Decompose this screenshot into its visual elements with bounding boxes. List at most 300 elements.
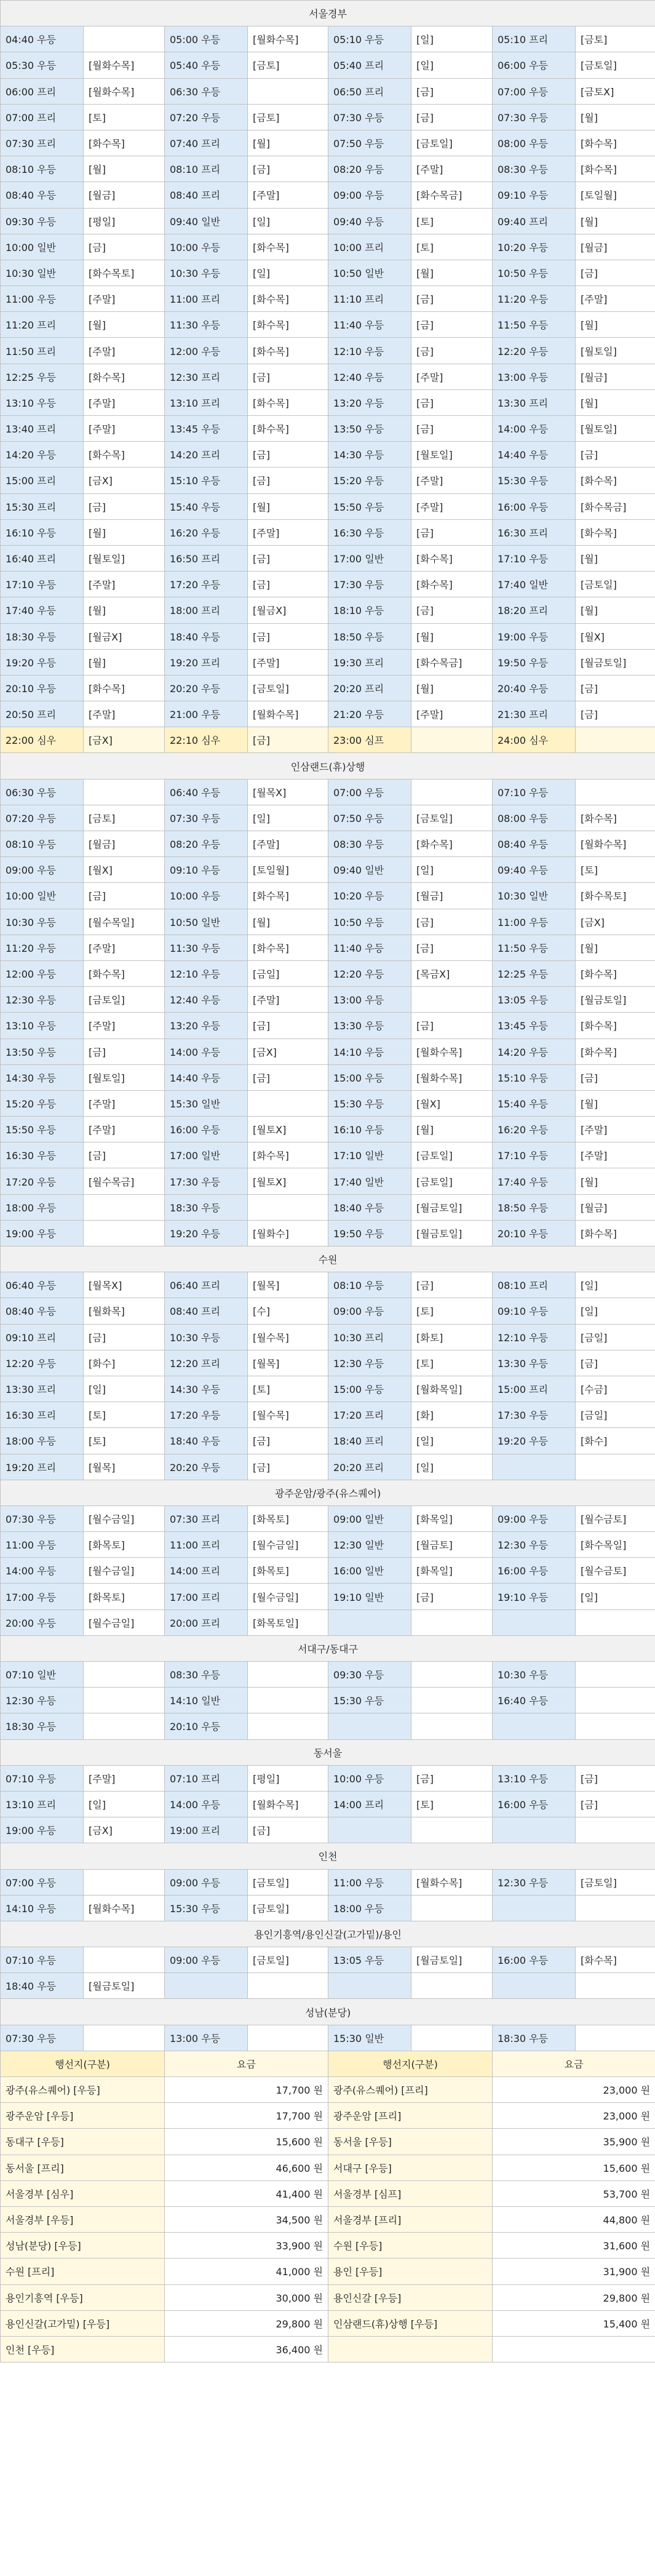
departure-time: 19:10 우등 <box>493 1584 576 1609</box>
section-title: 동서울 <box>1 1739 655 1765</box>
operating-days: [월토X] <box>248 1117 328 1142</box>
operating-days: [일] <box>576 1584 655 1609</box>
fare-destination-header: 행선지(구분) <box>328 2051 493 2076</box>
departure-time: 17:10 우등 <box>1 572 84 597</box>
operating-days: [금] <box>411 338 493 364</box>
timetable-row <box>1 1428 655 1454</box>
operating-days: [월화수목] <box>576 831 655 857</box>
departure-time: 15:30 우등 <box>165 1895 248 1921</box>
operating-days: [금토일] <box>248 1895 328 1921</box>
departure-time: 16:00 우등 <box>493 1947 576 1973</box>
departure-time: 15:00 프리 <box>1 468 84 493</box>
timetable-row <box>1 52 655 78</box>
operating-days: [화수] <box>84 1350 165 1376</box>
departure-time: 14:00 우등 <box>165 1039 248 1064</box>
operating-days: [주말] <box>84 1117 165 1142</box>
operating-days: [화수목] <box>576 1220 655 1246</box>
timetable-row <box>1 286 655 312</box>
operating-days: [월금] <box>411 883 493 909</box>
operating-days: [화수목금] <box>411 182 493 208</box>
departure-time: 16:30 프리 <box>493 519 576 545</box>
departure-time: 13:05 우등 <box>493 987 576 1013</box>
operating-days <box>576 2025 655 2051</box>
departure-time: 15:20 우등 <box>1 1090 84 1116</box>
operating-days: [화목토] <box>248 1505 328 1531</box>
timetable-row <box>1 234 655 260</box>
departure-time: 11:20 우등 <box>1 935 84 960</box>
departure-time: 16:30 프리 <box>1 1402 84 1428</box>
operating-days: [금] <box>248 727 328 753</box>
operating-days: [화수목] <box>248 338 328 364</box>
departure-time: 22:10 심우 <box>165 727 248 753</box>
departure-time: 13:30 프리 <box>1 1376 84 1402</box>
operating-days <box>248 2025 328 2051</box>
operating-days <box>576 1609 655 1635</box>
timetable-row <box>1 468 655 493</box>
departure-time: 18:40 우등 <box>1 1973 84 1999</box>
operating-days: [월] <box>576 389 655 415</box>
departure-time: 06:30 우등 <box>1 779 84 805</box>
operating-days: [금토일] <box>411 1142 493 1168</box>
timetable-row <box>1 675 655 701</box>
operating-days: [토] <box>84 1402 165 1428</box>
operating-days: [화수목토] <box>576 883 655 909</box>
section-title: 인천 <box>1 1843 655 1869</box>
departure-time: 19:30 프리 <box>328 649 411 675</box>
operating-days: [월금토] <box>411 1532 493 1558</box>
operating-days: [금] <box>248 1428 328 1454</box>
operating-days: [금] <box>84 883 165 909</box>
departure-time: 14:20 우등 <box>493 1039 576 1064</box>
operating-days: [월] <box>84 156 165 182</box>
operating-days: [월수금토] <box>576 1558 655 1584</box>
departure-time: 15:30 일반 <box>165 1090 248 1116</box>
departure-time: 11:40 우등 <box>328 935 411 960</box>
operating-days: [월금토일] <box>411 1947 493 1973</box>
departure-time: 10:30 우등 <box>1 909 84 935</box>
operating-days: [화수목토] <box>84 260 165 285</box>
timetable-row <box>1 1402 655 1428</box>
departure-time: 05:40 프리 <box>328 52 411 78</box>
operating-days: [금] <box>411 519 493 545</box>
operating-days: [주말] <box>84 338 165 364</box>
departure-time: 09:30 우등 <box>328 1662 411 1688</box>
operating-days <box>411 1713 493 1739</box>
operating-days: [토] <box>411 1791 493 1817</box>
operating-days: [화수목] <box>248 312 328 338</box>
operating-days: [화수목] <box>576 156 655 182</box>
operating-days <box>248 1090 328 1116</box>
departure-time: 07:30 우등 <box>1 1505 84 1531</box>
fare-destination: 용인기흥역 [우등] <box>1 2284 165 2310</box>
operating-days: [주말] <box>411 468 493 493</box>
fare-destination: 수원 [우등] <box>328 2233 493 2259</box>
fare-destination: 용인 [우등] <box>328 2259 493 2284</box>
operating-days: [화수목] <box>84 364 165 389</box>
operating-days: [금토일] <box>411 1168 493 1194</box>
timetable-row <box>1 156 655 182</box>
timetable-row <box>1 909 655 935</box>
timetable-row <box>1 805 655 831</box>
fare-row <box>1 2129 655 2155</box>
operating-days: [화수목] <box>576 1013 655 1039</box>
fare-price-header: 요금 <box>165 2051 328 2076</box>
operating-days <box>411 1688 493 1713</box>
departure-time: 20:20 우등 <box>165 675 248 701</box>
departure-time: 10:50 일반 <box>328 260 411 285</box>
operating-days: [월] <box>411 675 493 701</box>
operating-days: [월목X] <box>248 779 328 805</box>
departure-time: 11:00 프리 <box>165 286 248 312</box>
departure-time: 14:30 우등 <box>1 1064 84 1090</box>
departure-time: 15:20 우등 <box>328 468 411 493</box>
departure-time: 10:50 우등 <box>328 909 411 935</box>
operating-days <box>576 1713 655 1739</box>
departure-time: 13:50 우등 <box>328 416 411 442</box>
timetable-row <box>1 364 655 389</box>
departure-time: 20:10 우등 <box>165 1713 248 1739</box>
departure-time: 14:30 우등 <box>328 442 411 468</box>
departure-time: 18:10 우등 <box>328 597 411 623</box>
operating-days: [화수목] <box>248 1142 328 1168</box>
departure-time: 13:30 프리 <box>493 389 576 415</box>
departure-time: 15:40 우등 <box>165 493 248 519</box>
departure-time: 11:00 우등 <box>328 1869 411 1895</box>
operating-days: [금X] <box>576 909 655 935</box>
section-header-row <box>1 1843 655 1869</box>
fare-destination: 서울경부 [심프] <box>328 2180 493 2206</box>
operating-days <box>84 1688 165 1713</box>
operating-days: [주말] <box>576 286 655 312</box>
timetable-row <box>1 857 655 883</box>
operating-days: [금] <box>411 78 493 104</box>
departure-time: 09:10 우등 <box>165 857 248 883</box>
operating-days: [월수금일] <box>84 1609 165 1635</box>
departure-time: 07:10 우등 <box>493 779 576 805</box>
operating-days: [월수금일] <box>248 1532 328 1558</box>
departure-time: 07:30 프리 <box>165 1505 248 1531</box>
operating-days <box>84 1713 165 1739</box>
operating-days: [금] <box>248 623 328 649</box>
fare-row <box>1 2180 655 2206</box>
departure-time: 21:00 우등 <box>165 701 248 727</box>
operating-days: [주말] <box>576 1142 655 1168</box>
operating-days: [월] <box>576 597 655 623</box>
section-title: 성남(분당) <box>1 1999 655 2025</box>
operating-days: [화목일] <box>411 1558 493 1584</box>
operating-days: [월X] <box>84 857 165 883</box>
departure-time: 09:40 프리 <box>493 208 576 234</box>
operating-days: [금일] <box>248 960 328 986</box>
timetable-row <box>1 649 655 675</box>
departure-time: 19:10 일반 <box>328 1584 411 1609</box>
operating-days: [주말] <box>84 935 165 960</box>
operating-days: [화수목] <box>248 416 328 442</box>
departure-time: 14:00 우등 <box>1 1558 84 1584</box>
operating-days: [월] <box>84 312 165 338</box>
departure-time: 19:00 우등 <box>1 1220 84 1246</box>
departure-time: 17:30 우등 <box>165 1168 248 1194</box>
operating-days: [월금] <box>576 234 655 260</box>
timetable-row <box>1 1662 655 1688</box>
timetable-row <box>1 1609 655 1635</box>
departure-time: 12:40 우등 <box>165 987 248 1013</box>
departure-time: 14:20 프리 <box>165 442 248 468</box>
timetable-row <box>1 727 655 753</box>
operating-days: [월X] <box>411 1090 493 1116</box>
operating-days: [화수목] <box>576 805 655 831</box>
departure-time: 11:30 우등 <box>165 935 248 960</box>
timetable-row <box>1 338 655 364</box>
operating-days: [일] <box>248 208 328 234</box>
operating-days: [월목] <box>84 1454 165 1480</box>
departure-time: 09:40 우등 <box>328 208 411 234</box>
operating-days <box>411 1973 493 1999</box>
operating-days: [월토일] <box>576 338 655 364</box>
timetable-row <box>1 1064 655 1090</box>
departure-time: 12:25 우등 <box>1 364 84 389</box>
departure-time: 17:20 프리 <box>328 1402 411 1428</box>
operating-days: [일] <box>248 260 328 285</box>
departure-time <box>493 1454 576 1480</box>
departure-time: 20:50 프리 <box>1 701 84 727</box>
departure-time: 08:30 우등 <box>328 831 411 857</box>
operating-days: [금] <box>248 545 328 571</box>
departure-time: 17:30 우등 <box>328 572 411 597</box>
operating-days: [주말] <box>248 831 328 857</box>
operating-days: [토] <box>576 857 655 883</box>
departure-time: 15:10 우등 <box>493 1064 576 1090</box>
operating-days: [화수목] <box>248 935 328 960</box>
departure-time: 10:30 일반 <box>493 883 576 909</box>
operating-days: [화수목] <box>576 468 655 493</box>
section-header-row <box>1 1480 655 1505</box>
departure-time: 10:30 우등 <box>165 1324 248 1350</box>
operating-days: [금] <box>576 1350 655 1376</box>
operating-days: [화수목] <box>411 831 493 857</box>
departure-time: 07:50 우등 <box>328 130 411 156</box>
departure-time <box>493 1895 576 1921</box>
fare-row <box>1 2259 655 2284</box>
operating-days: [금] <box>411 416 493 442</box>
departure-time: 05:10 프리 <box>493 26 576 52</box>
operating-days: [월] <box>576 104 655 130</box>
operating-days <box>84 26 165 52</box>
operating-days: [금토] <box>248 104 328 130</box>
departure-time: 09:10 우등 <box>493 182 576 208</box>
operating-days: [주말] <box>248 182 328 208</box>
departure-time: 18:30 우등 <box>1 623 84 649</box>
departure-time: 11:00 프리 <box>165 1532 248 1558</box>
departure-time: 08:40 우등 <box>493 831 576 857</box>
departure-time: 16:00 일반 <box>328 1558 411 1584</box>
departure-time: 11:20 프리 <box>1 312 84 338</box>
fare-row <box>1 2233 655 2259</box>
operating-days: [월] <box>576 208 655 234</box>
timetable-row <box>1 442 655 468</box>
departure-time: 12:30 우등 <box>1 1688 84 1713</box>
operating-days: [월화수] <box>248 1220 328 1246</box>
operating-days: [금토] <box>248 52 328 78</box>
departure-time: 07:30 우등 <box>165 805 248 831</box>
operating-days: [월금토일] <box>576 649 655 675</box>
departure-time: 08:30 우등 <box>165 1662 248 1688</box>
departure-time: 19:00 우등 <box>493 623 576 649</box>
departure-time: 07:10 프리 <box>165 1765 248 1791</box>
timetable-row <box>1 1376 655 1402</box>
operating-days: [월] <box>248 909 328 935</box>
operating-days <box>411 1895 493 1921</box>
operating-days: [월화수목] <box>248 701 328 727</box>
departure-time: 16:00 우등 <box>493 493 576 519</box>
departure-time: 17:00 프리 <box>165 1584 248 1609</box>
operating-days: [화수목] <box>84 442 165 468</box>
departure-time: 14:00 우등 <box>493 416 576 442</box>
operating-days: [금토] <box>84 805 165 831</box>
departure-time: 17:20 우등 <box>165 1402 248 1428</box>
departure-time: 19:20 우등 <box>1 649 84 675</box>
fare-destination: 수원 [프리] <box>1 2259 165 2284</box>
departure-time: 16:00 우등 <box>493 1791 576 1817</box>
departure-time: 14:10 우등 <box>328 1039 411 1064</box>
timetable-row <box>1 1168 655 1194</box>
departure-time: 08:30 우등 <box>493 156 576 182</box>
departure-time: 12:30 프리 <box>165 364 248 389</box>
operating-days: [월화수목] <box>248 1791 328 1817</box>
timetable-row <box>1 182 655 208</box>
departure-time: 19:00 우등 <box>1 1817 84 1843</box>
departure-time: 08:40 프리 <box>165 1298 248 1324</box>
timetable-row <box>1 1142 655 1168</box>
operating-days: [토일월] <box>248 857 328 883</box>
departure-time: 19:00 프리 <box>165 1817 248 1843</box>
departure-time: 13:00 우등 <box>165 2025 248 2051</box>
operating-days <box>248 1194 328 1220</box>
fare-price: 44,800 원 <box>493 2206 655 2232</box>
timetable-row <box>1 312 655 338</box>
operating-days: [월토X] <box>248 1168 328 1194</box>
operating-days <box>84 1220 165 1246</box>
operating-days: [금X] <box>84 1817 165 1843</box>
timetable-row <box>1 831 655 857</box>
departure-time: 19:20 프리 <box>165 649 248 675</box>
operating-days <box>84 1869 165 1895</box>
operating-days: [금] <box>576 675 655 701</box>
departure-time: 12:00 우등 <box>165 338 248 364</box>
operating-days <box>411 1662 493 1688</box>
departure-time: 06:00 프리 <box>1 78 84 104</box>
departure-time <box>493 1713 576 1739</box>
section-header-row <box>1 1 655 26</box>
departure-time: 13:20 우등 <box>165 1013 248 1039</box>
operating-days: [평일] <box>248 1765 328 1791</box>
departure-time: 18:40 프리 <box>328 1428 411 1454</box>
operating-days: [월수목] <box>248 1402 328 1428</box>
operating-days: [일] <box>411 26 493 52</box>
operating-days <box>248 1973 328 1999</box>
operating-days: [일] <box>411 52 493 78</box>
operating-days: [화수목금] <box>576 493 655 519</box>
operating-days: [금] <box>576 1791 655 1817</box>
operating-days: [월화수목] <box>411 1064 493 1090</box>
departure-time: 15:30 일반 <box>328 2025 411 2051</box>
departure-time: 06:40 우등 <box>1 1272 84 1298</box>
departure-time: 06:40 프리 <box>165 1272 248 1298</box>
departure-time: 07:50 우등 <box>328 805 411 831</box>
operating-days: [월화목] <box>84 1298 165 1324</box>
departure-time: 20:20 프리 <box>328 675 411 701</box>
section-title: 서대구/동대구 <box>1 1635 655 1661</box>
departure-time: 09:00 우등 <box>165 1869 248 1895</box>
operating-days <box>84 1194 165 1220</box>
operating-days: [월금] <box>576 364 655 389</box>
operating-days: [금] <box>84 234 165 260</box>
operating-days <box>248 1688 328 1713</box>
fare-row <box>1 2077 655 2103</box>
fare-row <box>1 2206 655 2232</box>
timetable-row <box>1 389 655 415</box>
departure-time: 07:30 우등 <box>493 104 576 130</box>
operating-days: [금] <box>248 468 328 493</box>
operating-days <box>576 1454 655 1480</box>
departure-time <box>493 1973 576 1999</box>
operating-days: [화토] <box>411 1324 493 1350</box>
operating-days: [금토일] <box>576 52 655 78</box>
operating-days: [금] <box>411 1765 493 1791</box>
operating-days: [금토일] <box>411 805 493 831</box>
departure-time: 09:00 우등 <box>165 1947 248 1973</box>
departure-time: 08:10 우등 <box>1 831 84 857</box>
operating-days: [월] <box>576 935 655 960</box>
departure-time: 15:50 우등 <box>328 493 411 519</box>
operating-days: [주말] <box>84 572 165 597</box>
section-title: 광주운암/광주(유스퀘어) <box>1 1480 655 1505</box>
departure-time: 08:10 프리 <box>493 1272 576 1298</box>
operating-days: [월금토일] <box>411 1194 493 1220</box>
operating-days: [월수목금] <box>84 1168 165 1194</box>
departure-time: 18:00 프리 <box>165 597 248 623</box>
departure-time: 07:10 우등 <box>1 1947 84 1973</box>
operating-days: [토] <box>411 208 493 234</box>
operating-days: [월수금토] <box>576 1505 655 1531</box>
operating-days: [월금토일] <box>84 1973 165 1999</box>
fare-destination: 성남(분당) [우등] <box>1 2233 165 2259</box>
operating-days: [월] <box>411 260 493 285</box>
departure-time: 18:50 우등 <box>328 623 411 649</box>
departure-time: 09:00 우등 <box>328 182 411 208</box>
departure-time: 10:50 일반 <box>165 909 248 935</box>
operating-days: [일] <box>411 857 493 883</box>
operating-days: [화수목] <box>248 286 328 312</box>
fare-price-header: 요금 <box>493 2051 655 2076</box>
operating-days: [월화수목] <box>84 1895 165 1921</box>
departure-time: 15:30 우등 <box>328 1688 411 1713</box>
operating-days: [평일] <box>84 208 165 234</box>
departure-time: 06:50 프리 <box>328 78 411 104</box>
departure-time: 09:30 우등 <box>1 208 84 234</box>
operating-days: [화수목일] <box>576 1532 655 1558</box>
departure-time: 12:20 프리 <box>165 1350 248 1376</box>
operating-days: [주말] <box>411 701 493 727</box>
timetable-row <box>1 883 655 909</box>
timetable-row <box>1 1454 655 1480</box>
departure-time: 11:30 우등 <box>165 312 248 338</box>
operating-days: [금] <box>84 1039 165 1064</box>
departure-time: 09:10 우등 <box>493 1298 576 1324</box>
departure-time: 15:50 우등 <box>1 1117 84 1142</box>
operating-days: [금토일] <box>248 675 328 701</box>
timetable-row <box>1 1947 655 1973</box>
